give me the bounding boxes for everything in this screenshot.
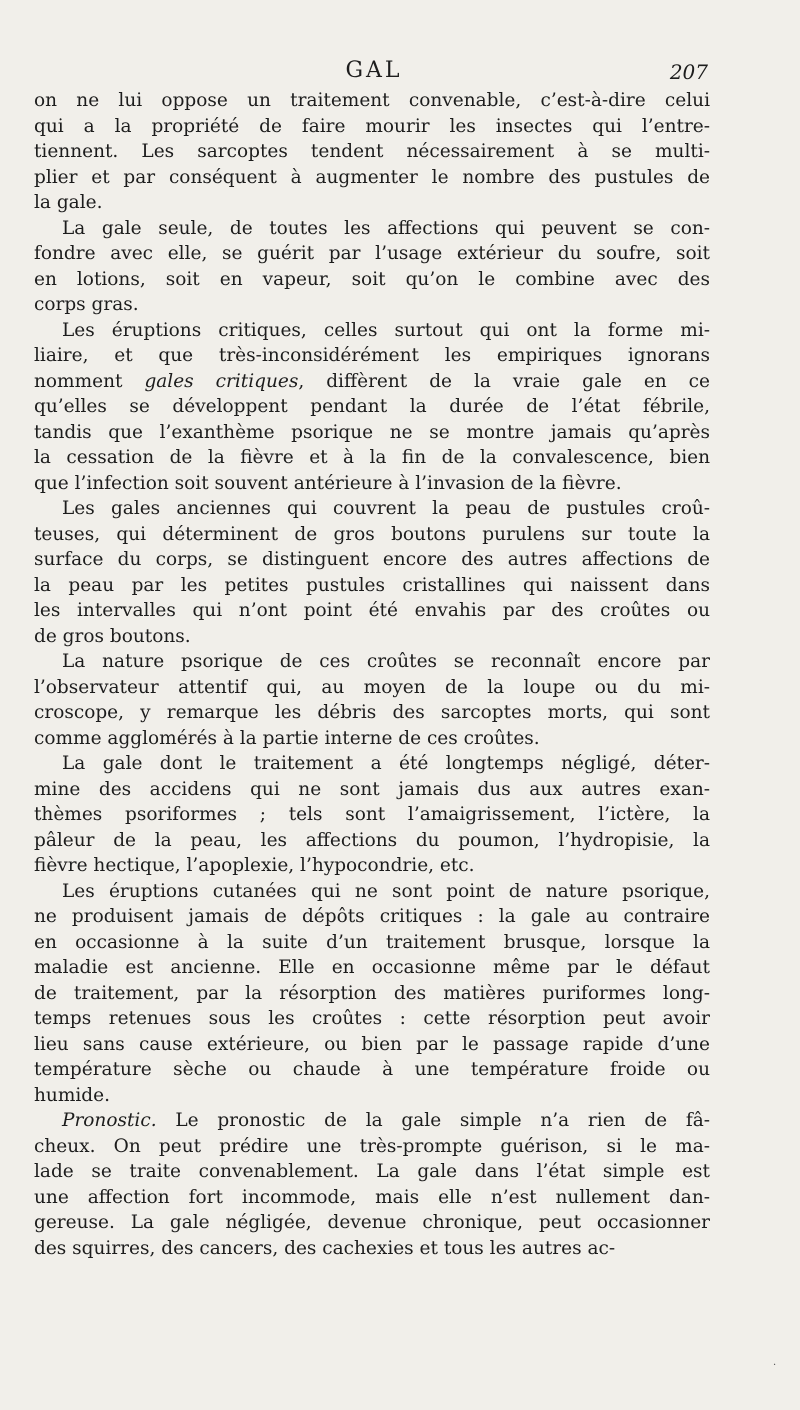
text-line: Les gales anciennes qui couvrent la peau de pustules croû-: [62, 498, 710, 519]
text-line: la peau par les petites pustules cristallines qui naissent dans: [34, 574, 710, 596]
text-line: maladie est ancienne. Elle en occasionne même par le défaut: [34, 957, 710, 978]
body-text: [34, 88, 710, 1261]
text-line: lade se traite convenablement. La gale dans l’état simple est: [34, 1161, 710, 1182]
text-line: qui a la propriété de faire mourir les insectes qui l’entre-: [34, 115, 710, 137]
paragraph: [34, 751, 710, 879]
page-number: 207: [669, 60, 708, 84]
text-line: des squirres, des cancers, des cachexies et tous les autres ac-: [34, 1237, 616, 1259]
page-header: [34, 58, 714, 88]
text-line: La gale seule, de toutes les affections qui peuvent se con-: [62, 217, 710, 239]
text-line: lieu sans cause extérieure, ou bien par le passage rapide d’une: [34, 1033, 710, 1055]
text-line: de traitement, par la résorption des matières puriformes long-: [34, 982, 710, 1004]
stray-mark: ·: [773, 1360, 777, 1371]
text-line: que l’infection soit souvent antérieure à l’invasion de la fièvre.: [34, 472, 622, 494]
paragraph: [34, 879, 710, 1109]
paragraph: [34, 216, 710, 318]
text-line: temps retenues sous les croûtes : cette résorption peut avoir: [34, 1008, 710, 1029]
paragraph: [34, 496, 710, 649]
text-line: La gale dont le traitement a été longtemps négligé, déter-: [62, 753, 710, 774]
text-line: de gros boutons.: [34, 625, 191, 647]
text-line: corps gras.: [34, 294, 139, 315]
paragraph: [34, 1108, 710, 1261]
text-line: tiennent. Les sarcoptes tendent nécessairement à se multi-: [34, 141, 710, 162]
text-line: en lotions, soit en vapeur, soit qu’on le combine avec des: [34, 268, 710, 290]
text-line: la cessation de la fièvre et à la fin de la convalescence, bien: [34, 447, 710, 468]
text-line: liaire, et que très-inconsidérément les empiriques ignorans: [34, 345, 710, 366]
text-line: fièvre hectique, l’apoplexie, l’hypocondrie, etc.: [34, 855, 475, 876]
text-line: surface du corps, se distinguent encore des autres affections de: [34, 549, 710, 570]
paragraph: [34, 88, 710, 216]
text-line: Les éruptions critiques, celles surtout qui ont la forme mi-: [62, 319, 710, 341]
running-head: GAL: [345, 58, 403, 83]
text-line: Pronostic. Le pronostic de la gale simple n’a rien de fâ-: [62, 1110, 710, 1131]
text-line: La nature psorique de ces croûtes se reconnaît encore par: [62, 651, 710, 672]
text-line: les intervalles qui n’ont point été envahis par des croûtes ou: [34, 600, 710, 621]
text-line: une affection fort incommode, mais elle n’est nullement dan-: [34, 1186, 710, 1208]
text-line: on ne lui oppose un traitement convenable, c’est-à-dire celui: [34, 90, 710, 111]
text-line: Les éruptions cutanées qui ne sont point de nature psorique,: [62, 880, 710, 902]
text-line: en occasionne à la suite d’un traitement brusque, lorsque la: [34, 931, 710, 953]
text-line: comme agglomérés à la partie interne de ces croûtes.: [34, 727, 540, 749]
text-line: qu’elles se développent pendant la durée de l’état fébrile,: [34, 396, 710, 417]
text-line: humide.: [34, 1084, 110, 1106]
text-line: mine des accidens qui ne sont jamais dus aux autres exan-: [34, 778, 710, 800]
text-line: croscope, y remarque les débris des sarcoptes morts, qui sont: [34, 702, 710, 723]
text-line: tandis que l’exanthème psorique ne se montre jamais qu’après: [34, 421, 710, 443]
text-line: cheux. On peut prédire une très-prompte guérison, si le ma-: [34, 1135, 710, 1157]
paragraph: [34, 649, 710, 751]
text-line: la gale.: [34, 192, 103, 213]
text-line: teuses, qui déterminent de gros boutons purulens sur toute la: [34, 523, 710, 545]
text-line: fondre avec elle, se guérit par l’usage extérieur du soufre, soit: [34, 243, 710, 264]
text-line: nomment gales critiques, diffèrent de la vraie gale en ce: [34, 370, 710, 392]
text-line: température sèche ou chaude à une température froide ou: [34, 1059, 710, 1080]
text-line: thèmes psoriformes ; tels sont l’amaigrissement, l’ictère, la: [34, 804, 710, 825]
text-line: gereuse. La gale négligée, devenue chronique, peut occasionner: [34, 1212, 710, 1233]
text-line: ne produisent jamais de dépôts critiques : la gale au contraire: [34, 906, 710, 927]
text-line: l’observateur attentif qui, au moyen de la loupe ou du mi-: [34, 676, 710, 698]
text-line: plier et par conséquent à augmenter le nombre des pustules de: [34, 166, 710, 188]
paragraph: [34, 318, 710, 497]
text-line: pâleur de la peau, les affections du poumon, l’hydropisie, la: [34, 829, 710, 851]
